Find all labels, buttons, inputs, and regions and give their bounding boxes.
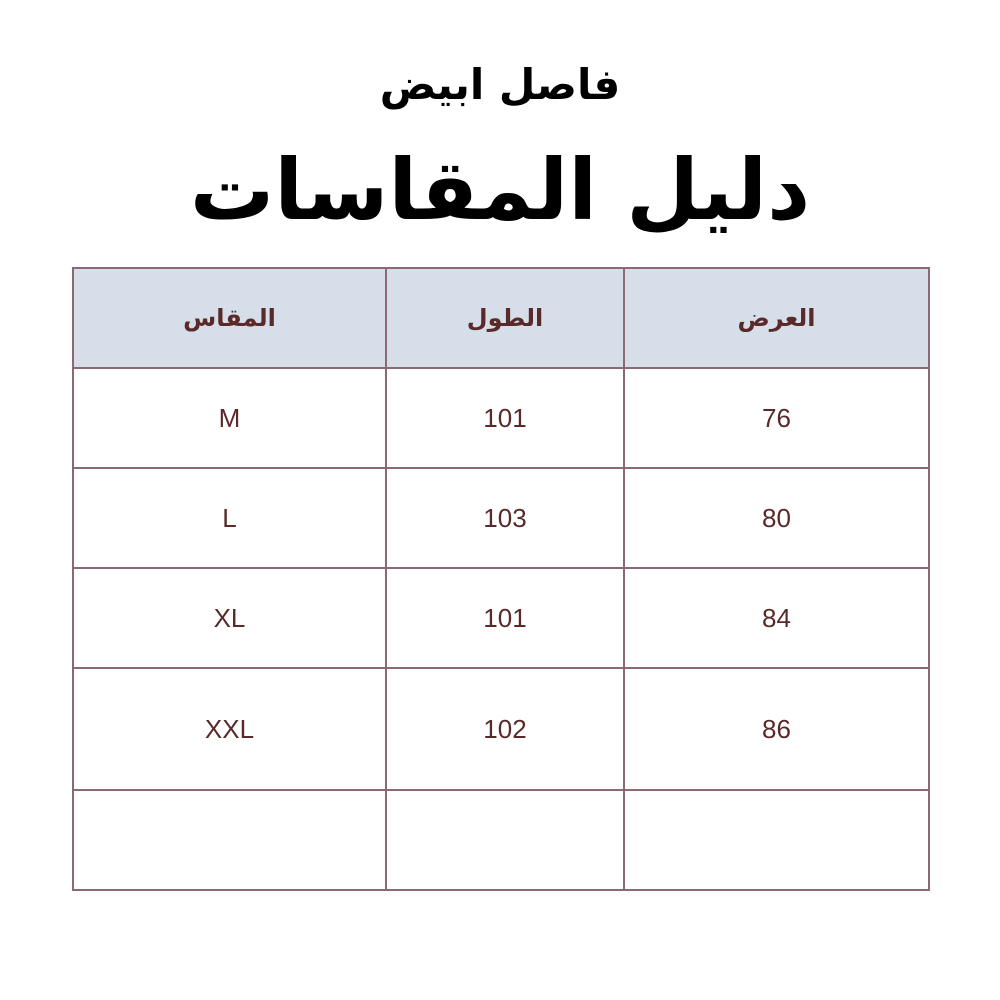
table-row (73, 468, 929, 568)
cell-length: 103 (386, 468, 624, 568)
cell-width: 76 (624, 368, 929, 468)
cell-width: 80 (624, 468, 929, 568)
cell-length (386, 790, 624, 890)
cell-width (624, 790, 929, 890)
table-header-row (73, 268, 929, 368)
column-header-length: الطول (386, 268, 624, 368)
page-title: دليل المقاسات (189, 141, 811, 239)
size-chart-table (72, 267, 930, 891)
cell-size (73, 790, 386, 890)
cell-width: 84 (624, 568, 929, 668)
table-row (73, 568, 929, 668)
cell-size: L (73, 468, 386, 568)
cell-size: M (73, 368, 386, 468)
table-row-empty (73, 790, 929, 890)
column-header-width: العرض (624, 268, 929, 368)
column-header-size: المقاس (73, 268, 386, 368)
cell-size: XXL (73, 668, 386, 790)
cell-size: XL (73, 568, 386, 668)
product-subtitle: فاصل ابيض (379, 60, 621, 109)
table-row (73, 368, 929, 468)
cell-length: 101 (386, 368, 624, 468)
cell-width: 86 (624, 668, 929, 790)
cell-length: 102 (386, 668, 624, 790)
cell-length: 101 (386, 568, 624, 668)
table-row (73, 668, 929, 790)
